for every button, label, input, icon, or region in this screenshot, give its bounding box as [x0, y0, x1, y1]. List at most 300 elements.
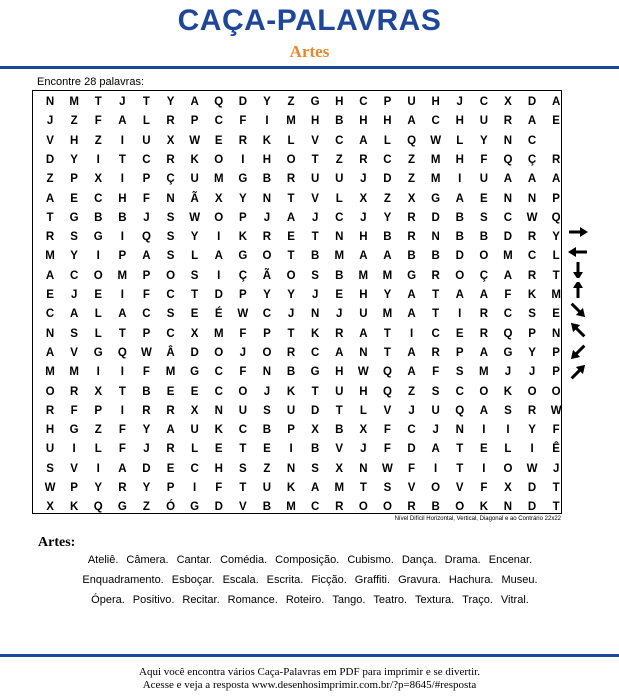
grid-cell[interactable]: T: [118, 327, 126, 340]
grid-cell[interactable]: I: [120, 134, 124, 147]
grid-cell[interactable]: A: [359, 250, 368, 263]
grid-cell[interactable]: A: [527, 115, 537, 128]
grid-cell[interactable]: A: [142, 250, 151, 263]
grid-cell[interactable]: M: [69, 96, 79, 108]
grid-cell[interactable]: Y: [383, 211, 392, 224]
grid-cell[interactable]: S: [528, 308, 536, 321]
grid-cell[interactable]: R: [551, 153, 561, 166]
grid-cell[interactable]: H: [262, 153, 272, 166]
grid-cell[interactable]: D: [407, 443, 416, 456]
grid-cell[interactable]: N: [310, 308, 320, 321]
grid-cell[interactable]: A: [118, 115, 127, 128]
grid-cell[interactable]: N: [431, 231, 440, 244]
grid-cell[interactable]: A: [503, 269, 513, 282]
grid-cell[interactable]: C: [190, 462, 199, 475]
grid-cell[interactable]: C: [335, 134, 344, 147]
grid-cell[interactable]: U: [310, 173, 320, 186]
grid-cell[interactable]: A: [190, 96, 199, 108]
grid-cell[interactable]: C: [166, 289, 175, 301]
grid-cell[interactable]: H: [335, 366, 344, 379]
grid-cell[interactable]: R: [166, 404, 175, 417]
grid-cell[interactable]: R: [166, 443, 175, 456]
grid-cell[interactable]: E: [552, 308, 560, 321]
grid-cell[interactable]: O: [431, 482, 441, 494]
grid-cell[interactable]: Ç: [238, 269, 247, 282]
grid-cell[interactable]: T: [287, 250, 295, 263]
grid-cell[interactable]: P: [239, 289, 247, 301]
grid-cell[interactable]: F: [142, 192, 150, 205]
grid-cell[interactable]: F: [408, 462, 416, 475]
grid-cell[interactable]: E: [166, 462, 175, 475]
grid-cell[interactable]: V: [46, 134, 54, 147]
grid-cell[interactable]: N: [286, 462, 296, 475]
grid-cell[interactable]: F: [239, 366, 247, 379]
grid-cell[interactable]: N: [214, 404, 223, 417]
grid-cell[interactable]: E: [190, 385, 199, 398]
grid-cell[interactable]: M: [69, 366, 79, 379]
grid-cell[interactable]: C: [335, 211, 344, 224]
grid-cell[interactable]: C: [431, 115, 440, 128]
grid-cell[interactable]: V: [455, 482, 464, 494]
grid-cell[interactable]: S: [311, 462, 319, 475]
grid-cell[interactable]: J: [287, 308, 295, 321]
grid-cell[interactable]: X: [190, 327, 199, 340]
grid-cell[interactable]: G: [407, 269, 417, 282]
grid-cell[interactable]: S: [263, 404, 271, 417]
grid-cell[interactable]: F: [432, 366, 440, 379]
grid-cell[interactable]: P: [239, 211, 247, 224]
grid-cell[interactable]: D: [238, 96, 247, 108]
grid-cell[interactable]: R: [262, 231, 272, 244]
grid-cell[interactable]: J: [456, 96, 463, 108]
grid-cell[interactable]: Q: [141, 231, 151, 244]
grid-cell[interactable]: J: [552, 462, 560, 475]
grid-cell[interactable]: Y: [142, 424, 151, 437]
grid-cell[interactable]: V: [335, 443, 344, 456]
grid-cell[interactable]: A: [383, 250, 392, 263]
grid-cell[interactable]: G: [117, 501, 127, 514]
grid-cell[interactable]: G: [190, 366, 200, 379]
grid-cell[interactable]: W: [141, 346, 152, 359]
grid-cell[interactable]: D: [214, 289, 223, 301]
grid-cell[interactable]: P: [528, 327, 536, 340]
grid-cell[interactable]: P: [94, 404, 103, 417]
grid-cell[interactable]: F: [552, 424, 560, 437]
grid-cell[interactable]: U: [45, 443, 55, 456]
grid-cell[interactable]: O: [503, 462, 513, 475]
grid-cell[interactable]: X: [504, 482, 512, 494]
grid-cell[interactable]: B: [262, 173, 272, 186]
grid-cell[interactable]: C: [214, 366, 223, 379]
grid-cell[interactable]: U: [190, 173, 199, 186]
grid-cell[interactable]: L: [94, 443, 102, 456]
grid-cell[interactable]: K: [527, 289, 537, 301]
grid-cell[interactable]: U: [142, 134, 151, 147]
grid-cell[interactable]: B: [455, 231, 464, 244]
grid-cell[interactable]: K: [479, 501, 488, 514]
grid-cell[interactable]: B: [383, 231, 392, 244]
grid-cell[interactable]: R: [335, 501, 344, 514]
grid-cell[interactable]: G: [69, 211, 79, 224]
grid-cell[interactable]: C: [214, 115, 223, 128]
grid-cell[interactable]: R: [286, 173, 296, 186]
grid-cell[interactable]: C: [479, 96, 488, 108]
grid-cell[interactable]: J: [263, 385, 271, 398]
grid-cell[interactable]: H: [310, 115, 320, 128]
grid-cell[interactable]: O: [527, 385, 537, 398]
grid-cell[interactable]: D: [310, 404, 320, 417]
grid-cell[interactable]: A: [479, 289, 488, 301]
grid-cell[interactable]: S: [166, 308, 175, 321]
grid-cell[interactable]: G: [310, 96, 320, 108]
grid-cell[interactable]: W: [189, 211, 201, 224]
grid-cell[interactable]: I: [120, 404, 124, 417]
grid-cell[interactable]: I: [217, 269, 221, 282]
grid-cell[interactable]: B: [335, 424, 344, 437]
grid-cell[interactable]: M: [286, 115, 296, 128]
grid-cell[interactable]: A: [69, 308, 79, 321]
grid-cell[interactable]: K: [262, 134, 272, 147]
grid-cell[interactable]: A: [407, 366, 416, 379]
grid-cell[interactable]: N: [262, 366, 272, 379]
grid-cell[interactable]: T: [287, 327, 295, 340]
grid-cell[interactable]: I: [265, 115, 269, 128]
grid-cell[interactable]: H: [455, 153, 464, 166]
grid-cell[interactable]: C: [310, 346, 320, 359]
grid-cell[interactable]: R: [479, 327, 488, 340]
grid-cell[interactable]: P: [70, 482, 78, 494]
grid-cell[interactable]: B: [262, 424, 272, 437]
grid-cell[interactable]: B: [455, 211, 464, 224]
grid-cell[interactable]: O: [551, 385, 561, 398]
grid-cell[interactable]: M: [286, 501, 296, 514]
grid-cell[interactable]: G: [190, 501, 200, 514]
grid-cell[interactable]: D: [527, 501, 537, 514]
grid-cell[interactable]: J: [360, 443, 367, 456]
grid-cell[interactable]: F: [504, 289, 512, 301]
grid-cell[interactable]: Y: [166, 96, 175, 108]
grid-cell[interactable]: A: [455, 192, 464, 205]
grid-cell[interactable]: A: [407, 308, 416, 321]
grid-cell[interactable]: R: [118, 482, 127, 494]
grid-cell[interactable]: I: [241, 153, 245, 166]
grid-cell[interactable]: I: [120, 231, 124, 244]
grid-cell[interactable]: B: [142, 385, 151, 398]
grid-cell[interactable]: O: [93, 269, 103, 282]
grid-cell[interactable]: W: [526, 211, 538, 224]
grid-cell[interactable]: A: [359, 327, 368, 340]
grid-cell[interactable]: R: [527, 269, 537, 282]
grid-cell[interactable]: T: [335, 404, 343, 417]
grid-cell[interactable]: W: [44, 482, 56, 494]
grid-cell[interactable]: N: [45, 327, 55, 340]
grid-cell[interactable]: B: [479, 231, 488, 244]
grid-cell[interactable]: Y: [287, 289, 295, 301]
grid-cell[interactable]: S: [455, 366, 464, 379]
grid-cell[interactable]: Z: [383, 192, 391, 205]
grid-cell[interactable]: T: [191, 289, 199, 301]
grid-cell[interactable]: T: [118, 153, 126, 166]
grid-cell[interactable]: T: [46, 211, 54, 224]
grid-cell[interactable]: X: [335, 462, 344, 475]
grid-cell[interactable]: A: [45, 192, 55, 205]
grid-cell[interactable]: Z: [408, 385, 416, 398]
grid-cell[interactable]: D: [503, 231, 513, 244]
grid-cell[interactable]: K: [69, 501, 79, 514]
grid-cell[interactable]: L: [335, 192, 343, 205]
grid-cell[interactable]: F: [480, 482, 488, 494]
grid-cell[interactable]: M: [213, 327, 224, 340]
grid-cell[interactable]: Â: [166, 346, 175, 359]
grid-cell[interactable]: Y: [263, 289, 271, 301]
grid-cell[interactable]: D: [527, 96, 537, 108]
grid-cell[interactable]: F: [142, 289, 150, 301]
grid-cell[interactable]: C: [94, 192, 103, 205]
grid-cell[interactable]: R: [45, 404, 55, 417]
grid-cell[interactable]: Ê: [552, 443, 560, 456]
grid-cell[interactable]: Z: [287, 96, 295, 108]
grid-cell[interactable]: N: [45, 96, 55, 108]
grid-cell[interactable]: R: [142, 404, 151, 417]
grid-cell[interactable]: X: [214, 192, 223, 205]
grid-cell[interactable]: Y: [528, 346, 536, 359]
grid-cell[interactable]: Ç: [479, 269, 488, 282]
grid-cell[interactable]: N: [359, 346, 368, 359]
grid-cell[interactable]: B: [118, 211, 127, 224]
grid-cell[interactable]: X: [190, 404, 199, 417]
grid-cell[interactable]: T: [311, 385, 319, 398]
grid-cell[interactable]: L: [94, 327, 102, 340]
grid-cell[interactable]: V: [239, 501, 247, 514]
grid-cell[interactable]: M: [479, 366, 489, 379]
grid-cell[interactable]: C: [455, 385, 464, 398]
grid-cell[interactable]: S: [239, 462, 247, 475]
grid-cell[interactable]: J: [143, 443, 150, 456]
grid-cell[interactable]: R: [431, 269, 440, 282]
grid-cell[interactable]: U: [190, 424, 199, 437]
grid-cell[interactable]: E: [552, 115, 560, 128]
grid-cell[interactable]: S: [46, 462, 54, 475]
grid-cell[interactable]: R: [286, 346, 296, 359]
grid-cell[interactable]: Z: [94, 424, 102, 437]
grid-cell[interactable]: H: [45, 424, 55, 437]
grid-cell[interactable]: T: [456, 462, 464, 475]
grid-cell[interactable]: Y: [94, 482, 103, 494]
grid-cell[interactable]: I: [120, 289, 124, 301]
grid-cell[interactable]: U: [262, 482, 272, 494]
grid-cell[interactable]: N: [551, 327, 561, 340]
grid-cell[interactable]: Z: [335, 153, 343, 166]
grid-cell[interactable]: R: [45, 231, 55, 244]
grid-cell[interactable]: A: [118, 462, 127, 475]
grid-cell[interactable]: S: [431, 385, 440, 398]
grid-cell[interactable]: T: [311, 231, 319, 244]
grid-cell[interactable]: C: [503, 211, 513, 224]
grid-cell[interactable]: Z: [70, 115, 78, 128]
grid-cell[interactable]: T: [383, 327, 391, 340]
grid-cell[interactable]: T: [239, 482, 247, 494]
grid-cell[interactable]: U: [479, 115, 488, 128]
grid-cell[interactable]: N: [455, 424, 464, 437]
grid-cell[interactable]: Q: [407, 134, 417, 147]
grid-cell[interactable]: I: [120, 366, 124, 379]
grid-cell[interactable]: A: [166, 424, 175, 437]
grid-cell[interactable]: Y: [239, 192, 247, 205]
grid-cell[interactable]: I: [217, 231, 221, 244]
grid-cell[interactable]: C: [214, 385, 223, 398]
grid-cell[interactable]: X: [407, 192, 416, 205]
grid-cell[interactable]: C: [142, 308, 151, 321]
grid-cell[interactable]: A: [479, 346, 488, 359]
grid-cell[interactable]: A: [45, 346, 55, 359]
grid-cell[interactable]: L: [191, 443, 199, 456]
grid-cell[interactable]: H: [359, 115, 368, 128]
grid-cell[interactable]: H: [335, 96, 344, 108]
grid-cell[interactable]: N: [359, 462, 368, 475]
grid-cell[interactable]: D: [214, 501, 223, 514]
grid-cell[interactable]: H: [118, 192, 127, 205]
grid-cell[interactable]: A: [551, 173, 561, 186]
grid-cell[interactable]: N: [262, 192, 272, 205]
grid-cell[interactable]: A: [214, 250, 223, 263]
grid-cell[interactable]: H: [359, 231, 368, 244]
grid-cell[interactable]: E: [190, 308, 199, 321]
grid-cell[interactable]: D: [45, 153, 55, 166]
grid-cell[interactable]: B: [335, 115, 344, 128]
grid-cell[interactable]: E: [214, 134, 223, 147]
grid-cell[interactable]: L: [191, 250, 199, 263]
grid-cell[interactable]: Y: [552, 231, 560, 244]
grid-cell[interactable]: L: [142, 115, 150, 128]
grid-cell[interactable]: Y: [142, 482, 151, 494]
grid-cell[interactable]: C: [383, 153, 392, 166]
grid-cell[interactable]: C: [503, 308, 513, 321]
grid-cell[interactable]: Ç: [527, 153, 537, 166]
grid-cell[interactable]: J: [504, 366, 512, 379]
grid-cell[interactable]: G: [310, 366, 320, 379]
grid-cell[interactable]: C: [527, 250, 537, 263]
grid-cell[interactable]: E: [263, 443, 271, 456]
grid-cell[interactable]: J: [408, 404, 415, 417]
grid-cell[interactable]: R: [166, 153, 175, 166]
grid-cell[interactable]: X: [94, 173, 103, 186]
grid-cell[interactable]: N: [166, 192, 175, 205]
grid-cell[interactable]: O: [382, 501, 392, 514]
grid-cell[interactable]: V: [311, 134, 319, 147]
grid-cell[interactable]: P: [383, 96, 392, 108]
grid-cell[interactable]: I: [96, 250, 100, 263]
grid-cell[interactable]: D: [142, 462, 151, 475]
grid-cell[interactable]: T: [383, 346, 391, 359]
grid-cell[interactable]: J: [143, 211, 150, 224]
grid-cell[interactable]: F: [383, 443, 391, 456]
grid-cell[interactable]: T: [311, 153, 319, 166]
grid-cell[interactable]: A: [335, 346, 344, 359]
grid-cell[interactable]: Q: [214, 96, 224, 108]
grid-cell[interactable]: P: [118, 250, 127, 263]
grid-cell[interactable]: C: [166, 327, 175, 340]
grid-cell[interactable]: T: [118, 385, 126, 398]
grid-cell[interactable]: A: [455, 289, 464, 301]
grid-cell[interactable]: Y: [383, 289, 392, 301]
grid-cell[interactable]: E: [480, 192, 488, 205]
grid-cell[interactable]: P: [142, 327, 151, 340]
grid-cell[interactable]: I: [96, 366, 100, 379]
grid-cell[interactable]: P: [287, 424, 295, 437]
grid-cell[interactable]: T: [239, 443, 247, 456]
grid-cell[interactable]: F: [118, 424, 126, 437]
grid-cell[interactable]: H: [69, 134, 79, 147]
grid-cell[interactable]: H: [383, 115, 392, 128]
grid-cell[interactable]: K: [214, 424, 223, 437]
grid-cell[interactable]: H: [214, 462, 223, 475]
grid-cell[interactable]: E: [46, 289, 54, 301]
grid-cell[interactable]: H: [455, 115, 464, 128]
grid-cell[interactable]: J: [263, 211, 271, 224]
grid-cell[interactable]: Q: [503, 327, 513, 340]
grid-cell[interactable]: Y: [480, 134, 488, 147]
grid-cell[interactable]: T: [287, 192, 295, 205]
grid-cell[interactable]: J: [239, 346, 247, 359]
grid-cell[interactable]: M: [45, 366, 55, 379]
grid-cell[interactable]: M: [213, 173, 224, 186]
grid-cell[interactable]: Ó: [166, 501, 176, 514]
grid-cell[interactable]: K: [286, 482, 296, 494]
grid-cell[interactable]: A: [503, 173, 513, 186]
grid-cell[interactable]: F: [70, 404, 78, 417]
grid-cell[interactable]: O: [262, 346, 272, 359]
grid-cell[interactable]: Ç: [166, 173, 175, 186]
grid-cell[interactable]: L: [94, 308, 102, 321]
grid-cell[interactable]: O: [286, 269, 296, 282]
grid-cell[interactable]: P: [263, 327, 271, 340]
grid-cell[interactable]: B: [407, 250, 416, 263]
grid-cell[interactable]: S: [166, 211, 175, 224]
grid-cell[interactable]: B: [310, 443, 320, 456]
grid-cell[interactable]: Z: [46, 173, 54, 186]
grid-cell[interactable]: J: [336, 308, 343, 321]
grid-cell[interactable]: U: [431, 404, 440, 417]
grid-cell[interactable]: R: [479, 308, 488, 321]
grid-cell[interactable]: O: [286, 153, 296, 166]
grid-cell[interactable]: S: [311, 269, 319, 282]
grid-cell[interactable]: F: [239, 327, 247, 340]
grid-cell[interactable]: I: [482, 462, 486, 475]
grid-cell[interactable]: R: [503, 115, 513, 128]
grid-cell[interactable]: K: [238, 231, 247, 244]
grid-cell[interactable]: E: [480, 443, 488, 456]
grid-cell[interactable]: K: [503, 385, 513, 398]
grid-cell[interactable]: D: [190, 346, 199, 359]
grid-cell[interactable]: A: [551, 96, 561, 108]
grid-cell[interactable]: S: [166, 231, 175, 244]
grid-cell[interactable]: Y: [70, 153, 78, 166]
grid-cell[interactable]: E: [166, 385, 175, 398]
grid-cell[interactable]: J: [46, 115, 54, 128]
grid-cell[interactable]: M: [503, 250, 513, 263]
grid-cell[interactable]: C: [142, 153, 151, 166]
grid-cell[interactable]: L: [552, 250, 560, 263]
grid-cell[interactable]: F: [215, 482, 223, 494]
grid-cell[interactable]: M: [551, 289, 561, 301]
grid-cell[interactable]: D: [527, 482, 537, 494]
grid-cell[interactable]: T: [552, 501, 560, 514]
grid-cell[interactable]: L: [383, 134, 391, 147]
grid-cell[interactable]: J: [360, 173, 367, 186]
grid-cell[interactable]: T: [552, 269, 560, 282]
grid-cell[interactable]: L: [287, 134, 295, 147]
grid-cell[interactable]: U: [335, 173, 344, 186]
